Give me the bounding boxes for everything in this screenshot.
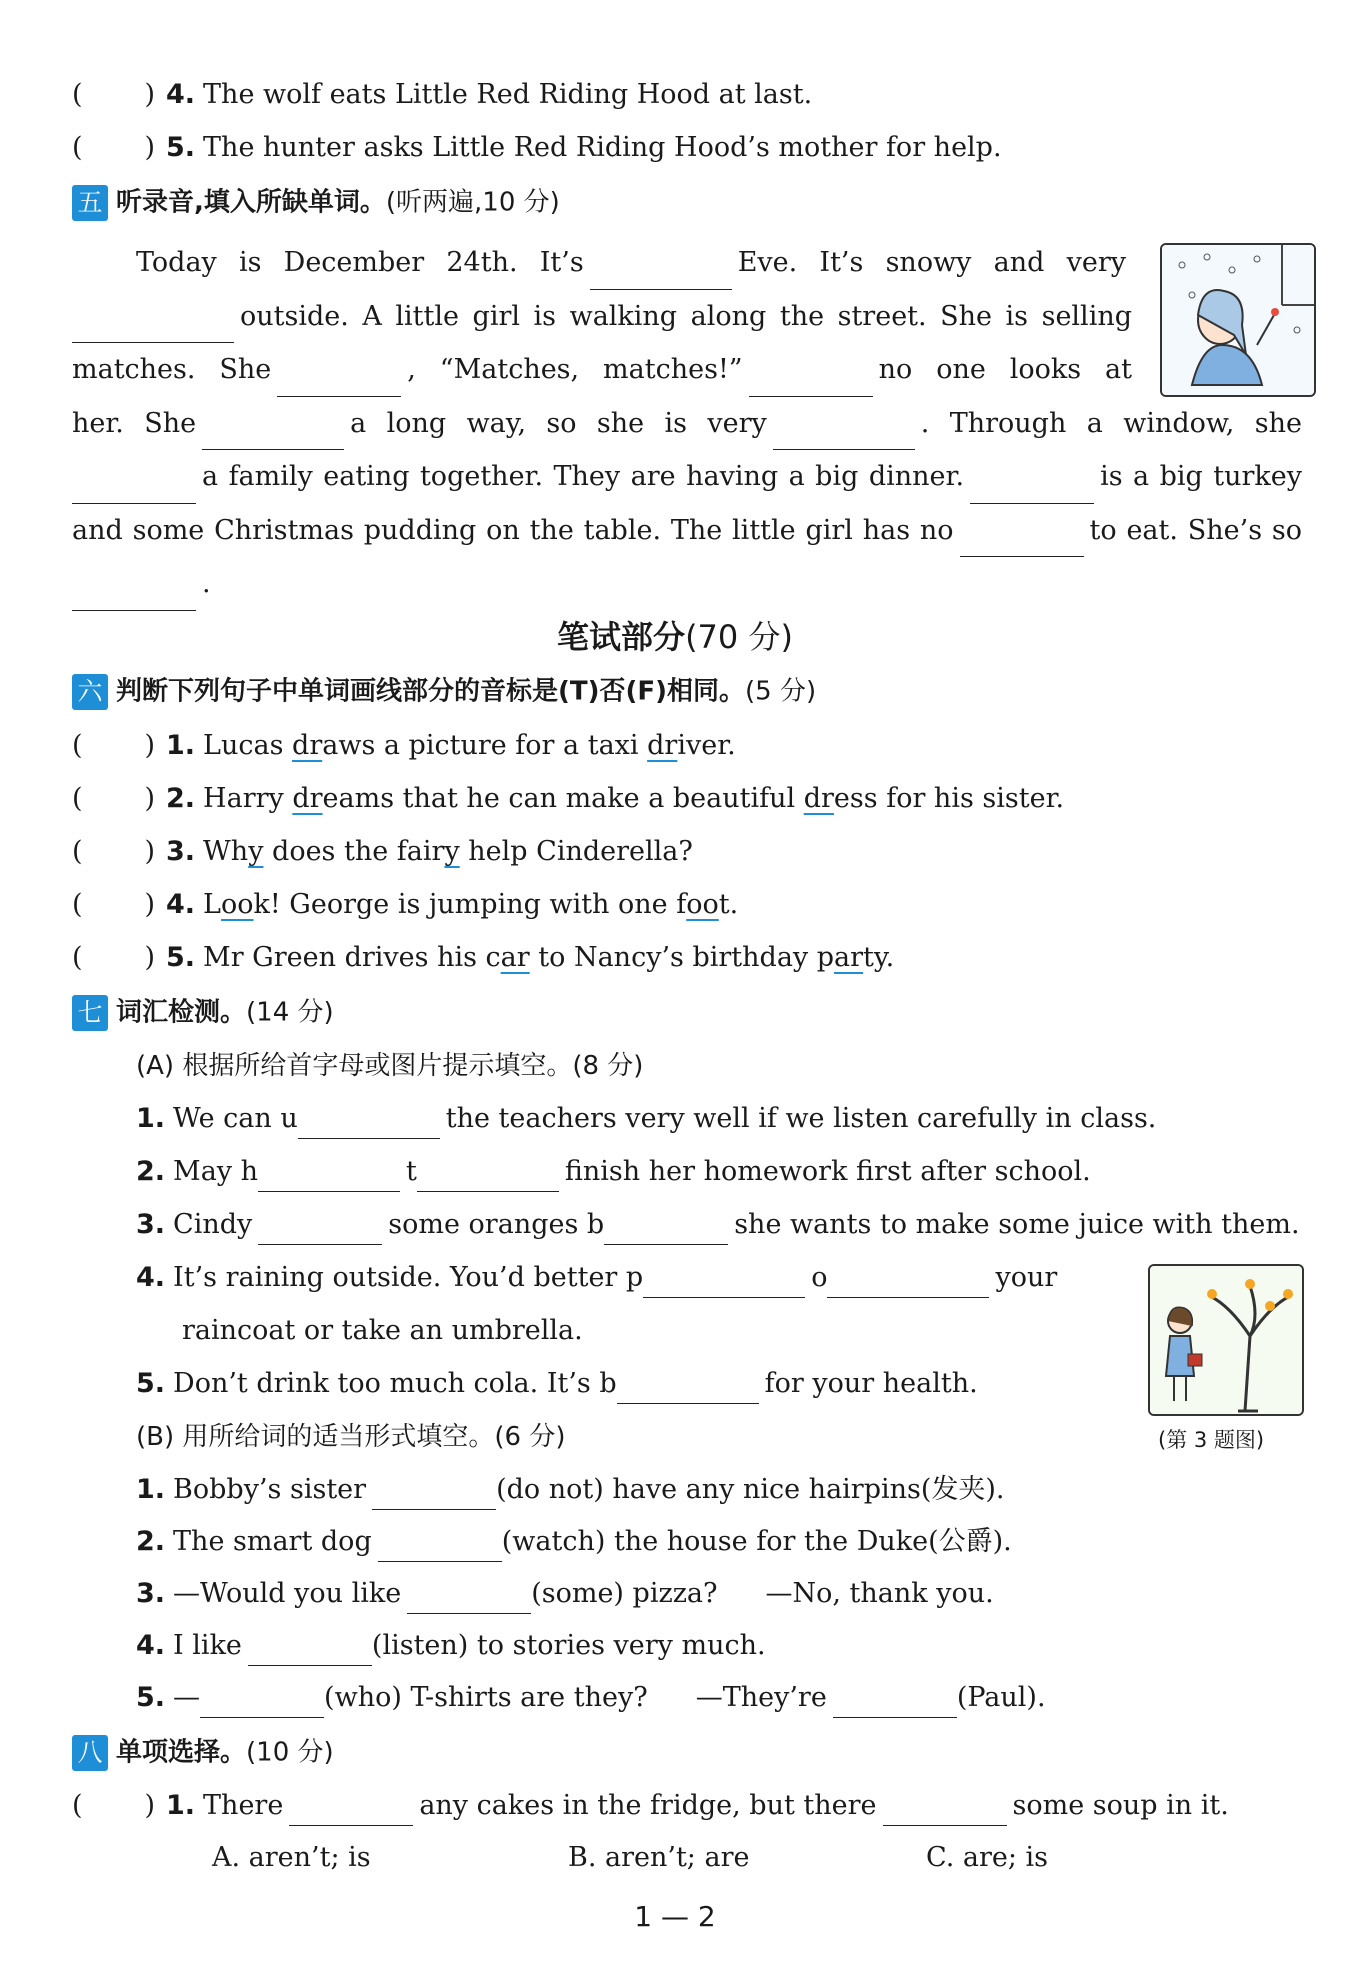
- tf-item-4: ( ) 4. The wolf eats Little Red Riding Hood at last.: [72, 79, 813, 110]
- vocab-b-item-4: 4. I like (listen) to stories very much.: [136, 1626, 766, 1666]
- section-badge: 五: [72, 185, 108, 221]
- part-a-heading: (A) 根据所给首字母或图片提示填空。(8 分): [136, 1051, 644, 1081]
- mc-question-1: ( ) 1. There any cakes in the fridge, but there some soup in it.: [72, 1786, 1229, 1826]
- phonics-item-2: ( ) 2. Harry dreams that he can make a beautiful dress for his sister.: [72, 783, 1065, 814]
- phonics-item-5: ( ) 5. Mr Green drives his car to Nancy’s birthday party.: [72, 942, 895, 973]
- section-8-header: 八 单项选择。(10 分): [72, 1732, 334, 1773]
- tf-item-5: ( ) 5. The hunter asks Little Red Riding Hood’s mother for help.: [72, 132, 1002, 163]
- part-b-heading: (B) 用所给词的适当形式填空。(6 分): [136, 1422, 566, 1452]
- section-badge: 七: [72, 995, 108, 1031]
- option-c: C. are; is: [926, 1842, 1049, 1873]
- vocab-b-item-1: 1. Bobby’s sister (do not) have any nice hairpins(发夹).: [136, 1470, 1005, 1510]
- option-a: A. aren’t; is: [212, 1842, 371, 1873]
- section-5-header: 五 听录音,填入所缺单词。(听两遍,10 分): [72, 182, 560, 223]
- match-girl-illustration: [1160, 243, 1316, 397]
- vocab-a-item-4-cont: raincoat or take an umbrella.: [182, 1315, 583, 1346]
- vocab-a-item-5: 5. Don’t drink too much cola. It’s b for your health.: [136, 1364, 978, 1404]
- section-badge: 八: [72, 1735, 108, 1771]
- vocab-a-item-1: 1. We can u the teachers very well if we listen carefully in class.: [136, 1099, 1156, 1139]
- phonics-item-3: ( ) 3. Why does the fairy help Cinderella?: [72, 836, 693, 867]
- figure-caption: (第 3 题图): [1158, 1428, 1265, 1452]
- page-number: 1 — 2: [634, 1900, 716, 1933]
- option-b: B. aren’t; are: [568, 1842, 750, 1873]
- vocab-b-item-2: 2. The smart dog (watch) the house for the Duke(公爵).: [136, 1522, 1012, 1562]
- section-6-header: 六 判断下列句子中单词画线部分的音标是(T)否(F)相同。(5 分): [72, 671, 816, 712]
- vocab-a-item-2: 2. May h t finish her homework first after school.: [136, 1152, 1091, 1192]
- phonics-item-4: ( ) 4. Look! George is jumping with one foot.: [72, 889, 739, 920]
- vocab-b-item-3: 3. —Would you like (some) pizza? —No, thank you.: [136, 1574, 994, 1614]
- tree-girl-illustration: [1148, 1264, 1304, 1416]
- written-part-title: 笔试部分(70 分): [557, 618, 793, 656]
- vocab-a-item-4: 4. It’s raining outside. You’d better p o your: [136, 1258, 1057, 1298]
- section-badge: 六: [72, 674, 108, 710]
- section-7-header: 七 词汇检测。(14 分): [72, 992, 334, 1033]
- section-5-passage: Today is December 24th. It’s Eve. It’s snowy and very outside. A little girl is walking along the street. She is selling matches. She , “Matches, matches!” no one looks at her. She a long way, so she is very . Through a window, she a family eating together. They are having a big dinner. is a big turkey and some Christmas pudding on the table. The little girl has no to eat. She’s so .: [72, 236, 1132, 611]
- phonics-item-1: ( ) 1. Lucas draws a picture for a taxi driver.: [72, 730, 736, 761]
- vocab-b-item-5: 5. — (who) T-shirts are they? —They’re (Paul).: [136, 1678, 1046, 1718]
- vocab-a-item-3: 3. Cindy some oranges b she wants to make some juice with them.: [136, 1205, 1300, 1245]
